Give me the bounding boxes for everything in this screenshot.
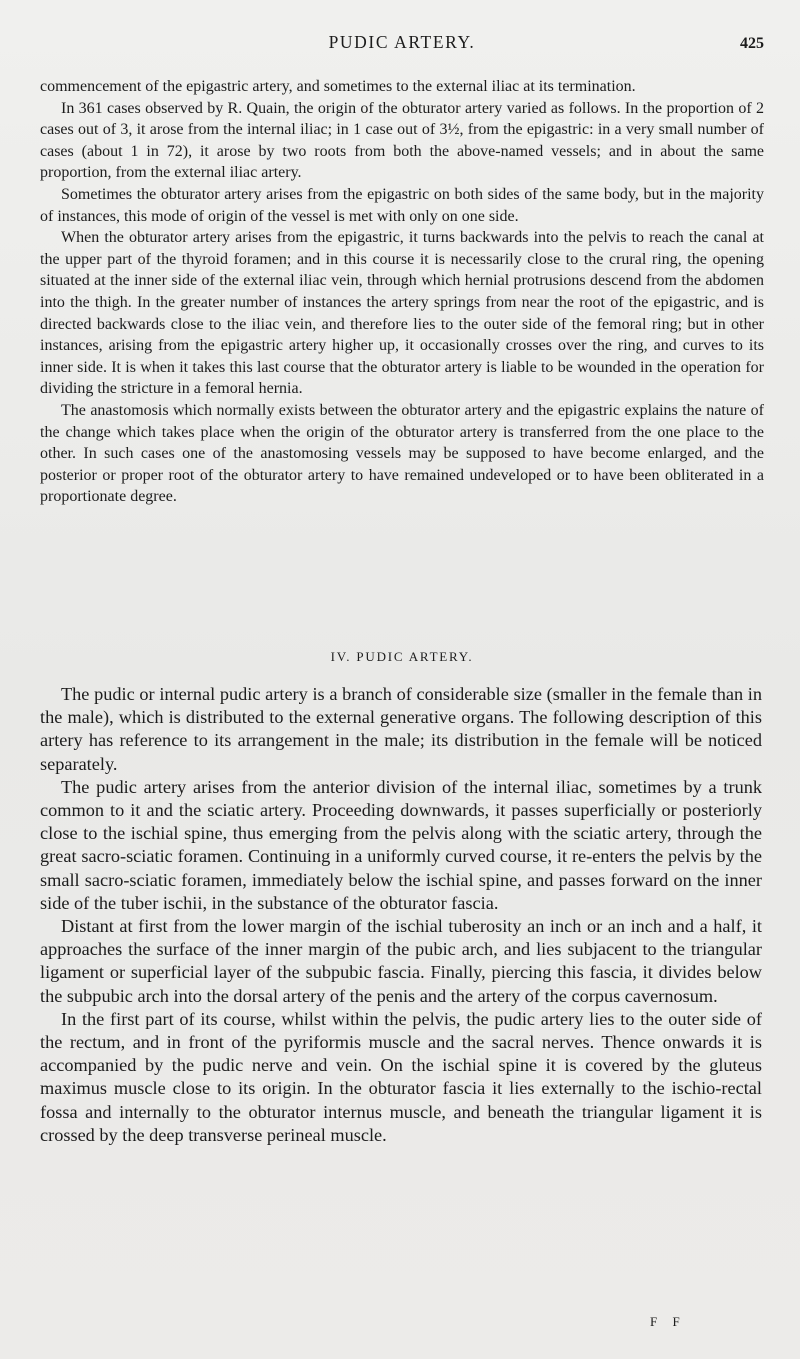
intro-paragraph: Sometimes the obturator artery arises from the epigastric on both sides of the same body, but in the majority of instances, this mode of origin of the vessel is met with only on one side. — [40, 185, 764, 225]
section-paragraph: The pudic artery arises from the anterior division of the internal iliac, sometimes by a trunk common to it and the sciatic artery. Proceeding downwards, it passes superficially or posteriorly close to the ischial spine, thus emerging from the pelvis along with the sciatic artery, through the great sacro-sciatic foramen. Continuing in a uniformly curved course, it re-enters the pelvis by the small sacro-sciatic foramen, immediately below the ischial spine, and passes forward on the inner side of the tuber ischii, in the substance of the obturator fascia. — [40, 776, 762, 913]
intro-text-block — [40, 76, 764, 508]
signature-mark: F F — [650, 1314, 686, 1329]
intro-paragraph: commencement of the epigastric artery, and sometimes to the external iliac at its termination. — [40, 78, 636, 95]
intro-paragraph: The anastomosis which normally exists between the obturator artery and the epigastric explains the nature of the change which takes place when the origin of the obturator artery is transferred from the one place to the other. In such cases one of the anastomosing vessels may be supposed to have become enlarged, and the posterior or proper root of the obturator artery to have remained undeveloped or to have been obliterated in a proportionate degree. — [40, 401, 764, 506]
running-title: PUDIC ARTERY. — [328, 32, 476, 52]
section-text-block — [40, 683, 762, 1147]
intro-paragraph: When the obturator artery arises from the epigastric, it turns backwards into the pelvis to reach the canal at the upper part of the thyroid foramen; and in this course it is necessarily close to the crural ring, the opening situated at the inner side of the external iliac vein, through which hernial protrusions descend from the abdomen into the thigh. In the greater number of instances the artery springs from near the root of the epigastric, and is directed backwards close to the iliac vein, and therefore lies to the outer side of the femoral ring; but in other instances, arising from the epigastric artery higher up, it occasionally crosses over the ring, and curves to its inner side. It is when it takes this last course that the obturator artery is liable to be wounded in the operation for dividing the stricture in a femoral hernia. — [40, 229, 764, 398]
page-number: 425 — [740, 35, 764, 52]
intro-paragraph: In 361 cases observed by R. Quain, the origin of the obturator artery varied as follows. In the proportion of 2 cases out of 3, it arose from the internal iliac; in 1 case out of 3½, from the epigastric: in a very small number of cases (about 1 in 72), it arose by two roots from both the above-named vessels; and in about the same proportion, from the external iliac artery. — [40, 99, 764, 182]
section-paragraph: Distant at first from the lower margin of the ischial tuberosity an inch or an inch and a half, it approaches the surface of the inner margin of the pubic arch, and lies subjacent to the triangular ligament or superficial layer of the subpubic fascia. Finally, piercing this fascia, it divides below the subpubic arch into the dorsal artery of the penis and the artery of the corpus cavernosum. — [40, 916, 762, 1006]
section-paragraph: In the first part of its course, whilst within the pelvis, the pudic artery lies to the outer side of the rectum, and in front of the pyriformis muscle and the sacral nerves. Thence onwards it is accompanied by the pudic nerve and vein. On the ischial spine it is covered by the gluteus maximus muscle close to its origin. In the obturator fascia it lies externally to the ischio-rectal fossa and internally to the obturator internus muscle, and beneath the triangular ligament it is crossed by the deep transverse perineal muscle. — [40, 1008, 762, 1145]
section-heading: IV. PUDIC ARTERY. — [330, 649, 474, 664]
section-paragraph: The pudic or internal pudic artery is a branch of considerable size (smaller in the female than in the male), which is distributed to the external generative organs. The following description of this artery has reference to its arrangement in the male; its distribution in the female will be noticed separately. — [40, 684, 762, 774]
page-header — [40, 32, 764, 56]
